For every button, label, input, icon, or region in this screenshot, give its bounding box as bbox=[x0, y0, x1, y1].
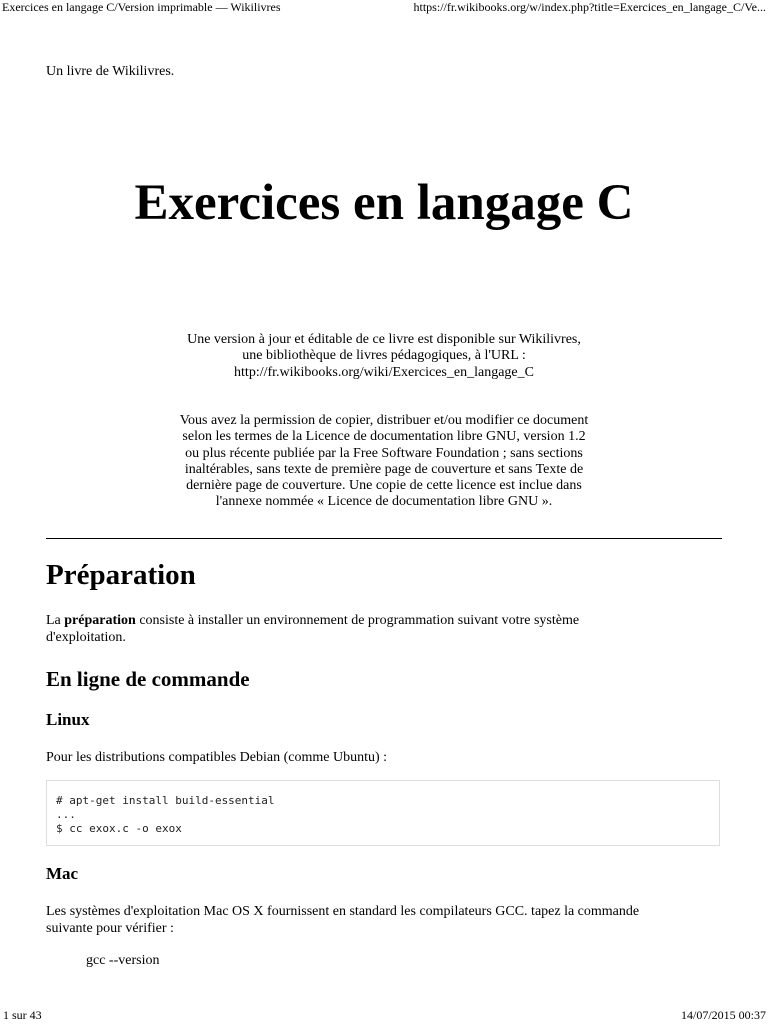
license-line: selon les termes de la Licence de documentation libre GNU, version 1.2 bbox=[182, 429, 586, 445]
preparation-line bbox=[46, 613, 722, 630]
book-title: Exercices en langage C bbox=[134, 175, 634, 231]
page-url: https://fr.wikibooks.org/w/index.php?title=Exercices_en_langage_C/Ve... bbox=[413, 0, 766, 14]
section-heading-preparation: Préparation bbox=[46, 559, 196, 591]
availability-url: http://fr.wikibooks.org/wiki/Exercices_en_langage_C bbox=[234, 364, 534, 380]
page-title: Exercices en langage C/Version imprimable — Wikilivres bbox=[2, 0, 281, 14]
code-line: # apt-get install build-essential bbox=[56, 794, 275, 807]
availability-notice bbox=[46, 332, 722, 381]
heading-linux: Linux bbox=[46, 710, 90, 729]
license-line: Vous avez la permission de copier, distribuer et/ou modifier ce document bbox=[179, 413, 589, 428]
subsection-heading-command-line: En ligne de commande bbox=[46, 667, 250, 691]
horizontal-divider bbox=[46, 538, 722, 539]
preparation-text-start: La bbox=[46, 613, 65, 628]
preparation-text-rest: consiste à installer un environnement de programmation suivant votre système bbox=[135, 613, 580, 628]
linux-paragraph: Pour les distributions compatibles Debian (comme Ubuntu) : bbox=[46, 750, 388, 765]
page-indicator: 1 sur 43 bbox=[3, 1008, 42, 1022]
mac-command: gcc --version bbox=[86, 953, 160, 968]
heading-mac: Mac bbox=[46, 864, 79, 883]
mac-line: Les systèmes d'exploitation Mac OS X fournissent en standard les compilateurs GCC. tapez la commande bbox=[46, 904, 640, 919]
license-line: l'annexe nommée « Licence de documentation libre GNU ». bbox=[215, 494, 553, 510]
mac-paragraph bbox=[46, 904, 722, 937]
availability-line: une bibliothèque de livres pédagogiques, à l'URL : bbox=[242, 348, 526, 364]
preparation-paragraph bbox=[46, 613, 722, 646]
license-line: inaltérables, sans texte de première page de couverture et sans Texte de bbox=[184, 461, 584, 477]
book-tagline: Un livre de Wikilivres. bbox=[46, 64, 175, 79]
availability-line: Une version à jour et éditable de ce livre est disponible sur Wikilivres, bbox=[187, 332, 581, 347]
print-footer bbox=[0, 1008, 768, 1024]
document-body bbox=[46, 0, 722, 1000]
print-datetime: 14/07/2015 00:37 bbox=[680, 1008, 766, 1022]
license-line: dernière page de couverture. Une copie de cette licence est inclue dans bbox=[186, 478, 582, 494]
license-notice bbox=[46, 413, 722, 511]
code-line: ... bbox=[56, 808, 76, 821]
preparation-line-2: d'exploitation. bbox=[46, 629, 126, 645]
preparation-bold-term: préparation bbox=[64, 613, 136, 628]
code-line: $ cc exox.c -o exox bbox=[56, 822, 182, 835]
code-block bbox=[46, 780, 720, 846]
license-line: ou plus récente publiée par la Free Software Foundation ; sans sections bbox=[185, 445, 583, 461]
mac-line: suivante pour vérifier : bbox=[46, 920, 174, 936]
